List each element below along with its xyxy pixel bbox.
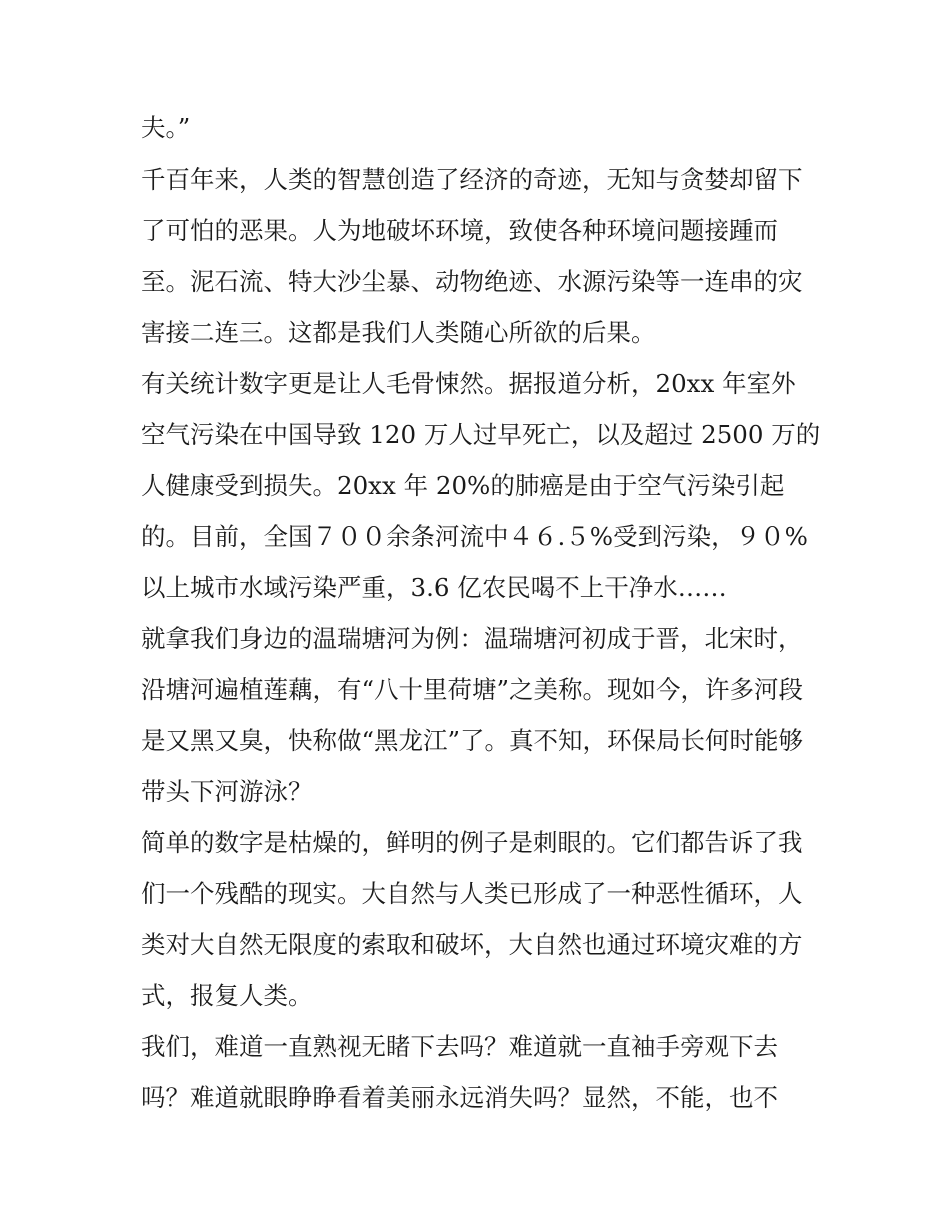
text-line: 空气污染在中国导致 120 万人过早死亡，以及超过 2500 万的	[141, 420, 821, 449]
text-line: 式，报复人类。	[141, 981, 313, 1010]
text-line: 简单的数字是枯燥的，鲜明的例子是刺眼的。它们都告诉了我	[141, 828, 803, 857]
text-line: 以上城市水域污染严重，3.6 亿农民喝不上干净水……	[141, 573, 727, 602]
text-line: 类对大自然无限度的索取和破坏，大自然也通过环境灾难的方	[141, 930, 803, 959]
text-line: 吗？难道就眼睁睁看着美丽永远消失吗？显然，不能，也不	[141, 1083, 778, 1112]
text-line: 的。目前，全国７００余条河流中４６.５%受到污染，９０%	[141, 522, 808, 551]
text-line: 人健康受到损失。20xx 年 20%的肺癌是由于空气污染引起	[141, 471, 785, 500]
text-line: 有关统计数字更是让人毛骨悚然。据报道分析，20xx 年室外	[141, 369, 796, 398]
text-line: 千百年来，人类的智慧创造了经济的奇迹，无知与贪婪却留下	[141, 165, 803, 194]
text-line: 就拿我们身边的温瑞塘河为例：温瑞塘河初成于晋，北宋时，	[141, 624, 803, 653]
text-line: 沿塘河遍植莲藕，有“八十里荷塘”之美称。现如今，许多河段	[141, 675, 804, 704]
text-line: 是又黑又臭，快称做“黑龙江”了。真不知，环保局长何时能够	[141, 726, 804, 755]
text-line: 了可怕的恶果。人为地破坏环境，致使各种环境问题接踵而	[141, 216, 778, 245]
text-line: 夫。”	[141, 113, 191, 142]
text-line: 们一个残酷的现实。大自然与人类已形成了一种恶性循环，人	[141, 879, 803, 908]
text-line: 至。泥石流、特大沙尘暴、动物绝迹、水源污染等一连串的灾	[141, 267, 803, 296]
text-line: 带头下河游泳？	[141, 777, 313, 806]
text-line: 我们，难道一直熟视无睹下去吗？难道就一直袖手旁观下去	[141, 1032, 778, 1061]
text-line: 害接二连三。这都是我们人类随心所欲的后果。	[141, 318, 656, 347]
